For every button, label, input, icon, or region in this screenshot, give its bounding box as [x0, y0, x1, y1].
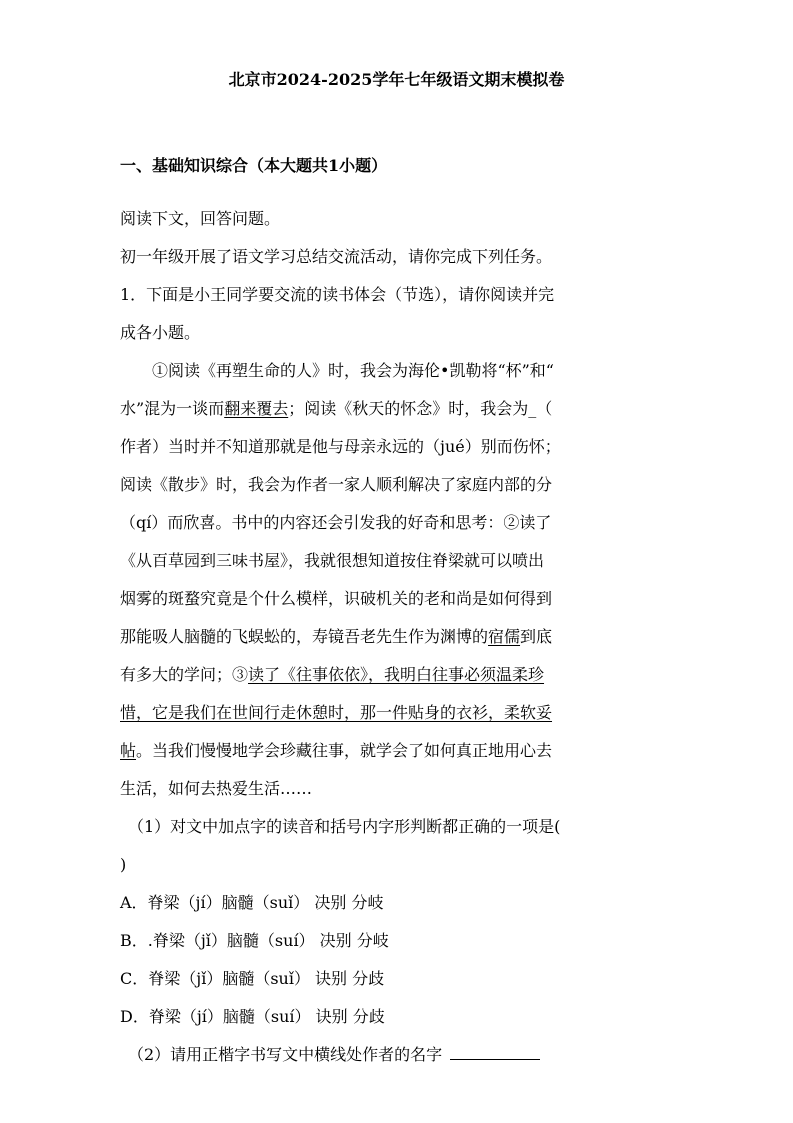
passage-line-10: [120, 694, 676, 732]
question-1-line-1: 1．下面是小王同学要交流的读书体会（节选），请你阅读并完: [120, 285, 555, 304]
passage-line-11: [120, 732, 676, 770]
document-body: [120, 200, 676, 1074]
underlined-word: 翻来覆去: [224, 399, 289, 418]
passage-text: 到底: [520, 627, 553, 646]
passage-line-1: ①阅读《再塑生命的人》时，我会为海伦•凯勒将“杯”和“: [152, 361, 554, 380]
passage-text: ；阅读《秋天的怀念》时，我会为_（: [288, 399, 553, 418]
passage-line-8: [120, 618, 676, 656]
page-title: 北京市2024-2025学年七年级语文期末模拟卷: [228, 70, 565, 89]
question-1-line-2: 成各小题。: [120, 323, 201, 342]
subquestion-1-line-1: （1）对文中加点字的读音和括号内字形判断都正确的一项是(: [128, 817, 561, 836]
underlined-sentence: 读了《往事依依》，我明白往事必须温柔珍: [248, 665, 545, 684]
subquestion-1-line-2: ): [120, 855, 127, 874]
option-a: A．脊梁（jí）脑髓（suǐ） 决别 分岐: [120, 893, 384, 912]
passage-text: 那能吸人脑髓的飞蜈蚣的，寿镜吾老先生作为渊博的: [120, 627, 489, 646]
underlined-sentence: 惜，它是我们在世间行走休憩时，那一件贴身的衣衫，柔软妥: [120, 703, 553, 722]
passage-text: 。当我们慢慢地学会珍藏往事，就学会了如何真正地用心去: [136, 741, 553, 760]
passage-line-2: [120, 390, 676, 428]
passage-line-12: 生活，如何去热爱生活……: [120, 779, 313, 798]
section-heading: 一、基础知识综合（本大题共1小题）: [120, 156, 388, 175]
underlined-sentence: 帖: [120, 741, 137, 760]
subquestion-2: [120, 1036, 676, 1074]
intro-line-1: 阅读下文，回答问题。: [120, 209, 281, 228]
passage-line-9: [120, 656, 676, 694]
passage-line-4: 阅读《散步》时，我会为作者一家人顺利解决了家庭内部的分: [120, 475, 553, 494]
passage-line-3: 作者）当时并不知道那就是他与母亲永远的（jué）别而伤怀；: [120, 437, 561, 456]
option-c: C．脊梁（jǐ）脑髓（suǐ） 诀别 分歧: [120, 969, 385, 988]
passage-line-7: 烟雾的斑蝥究竟是个什么模样，识破机关的老和尚是如何得到: [120, 589, 553, 608]
passage-text: 有多大的学问；③: [120, 665, 249, 684]
passage-line-6: 《从百草园到三味书屋》，我就很想知道按住脊梁就可以喷出: [120, 551, 545, 570]
option-b: B．.脊梁（jǐ）脑髓（suí） 决别 分岐: [120, 931, 389, 950]
passage-text: 水”混为一谈而: [120, 399, 225, 418]
option-d: D．脊梁（jí）脑髓（suí） 诀别 分歧: [120, 1007, 385, 1026]
underlined-word: 宿儒: [488, 627, 521, 646]
passage-line-5: （qí）而欣喜。书中的内容还会引发我的好奇和思考：②读了: [120, 513, 552, 532]
intro-line-2: 初一年级开展了语文学习总结交流活动，请你完成下列任务。: [120, 247, 553, 266]
answer-blank[interactable]: [450, 1041, 540, 1060]
subquestion-2-text: （2）请用正楷字书写文中横线处作者的名字: [128, 1045, 443, 1064]
